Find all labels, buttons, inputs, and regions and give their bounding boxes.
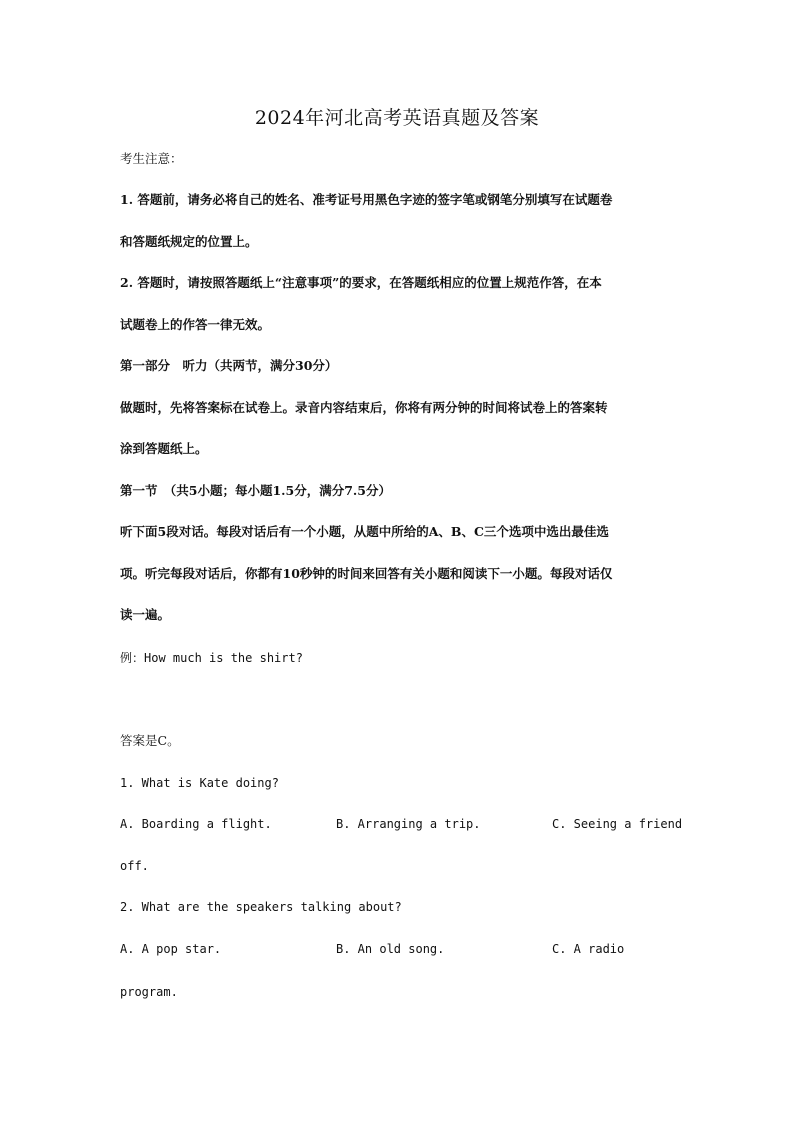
question-2-option-c: C. A radio bbox=[552, 942, 625, 956]
notice-1-line-1: 1. 答题前，请务必将自己的姓名、准考证号用黑色字迹的签字笔或钢笔分别填写在试题卷 bbox=[120, 192, 613, 207]
notice-1-line-2: 和答题纸规定的位置上。 bbox=[120, 234, 258, 249]
part-1-heading: 第一部分 听力（共两节，满分30分） bbox=[120, 358, 338, 373]
question-1-option-c: C. Seeing a friend bbox=[552, 817, 683, 831]
question-1-option-a: A. Boarding a flight. bbox=[120, 817, 272, 831]
question-2: 2. What are the speakers talking about? bbox=[120, 900, 402, 914]
question-1-option-c-continuation: off. bbox=[120, 859, 149, 873]
section-1-instruction-line-3: 读一遍。 bbox=[120, 607, 171, 622]
notice-2-line-1: 2. 答题时，请按照答题纸上“注意事项”的要求，在答题纸相应的位置上规范作答，在本 bbox=[120, 275, 602, 290]
question-1-option-b: B. Arranging a trip. bbox=[336, 817, 481, 831]
example-question: 例：How much is the shirt? bbox=[120, 651, 303, 665]
question-1: 1. What is Kate doing? bbox=[120, 776, 279, 790]
section-1-instruction-line-1: 听下面5段对话。每段对话后有一个小题，从题中所给的A、B、C三个选项中选出最佳选 bbox=[120, 524, 609, 539]
notice-2-line-2: 试题卷上的作答一律无效。 bbox=[120, 317, 271, 332]
part-1-instruction-line-1: 做题时，先将答案标在试卷上。录音内容结束后，你将有两分钟的时间将试卷上的答案转 bbox=[120, 400, 608, 415]
question-2-option-c-continuation: program. bbox=[120, 985, 178, 999]
part-1-instruction-line-2: 涂到答题纸上。 bbox=[120, 441, 208, 456]
notice-heading: 考生注意： bbox=[120, 151, 183, 166]
section-1-heading: 第一节 （共5小题；每小题1.5分，满分7.5分） bbox=[120, 483, 391, 498]
document-title: 2024年河北高考英语真题及答案 bbox=[254, 107, 540, 129]
example-answer: 答案是C。 bbox=[120, 733, 180, 748]
question-2-option-b: B. An old song. bbox=[336, 942, 445, 956]
question-2-option-a: A. A pop star. bbox=[120, 942, 222, 956]
section-1-instruction-line-2: 项。听完每段对话后，你都有10秒钟的时间来回答有关小题和阅读下一小题。每段对话仅 bbox=[120, 566, 613, 581]
